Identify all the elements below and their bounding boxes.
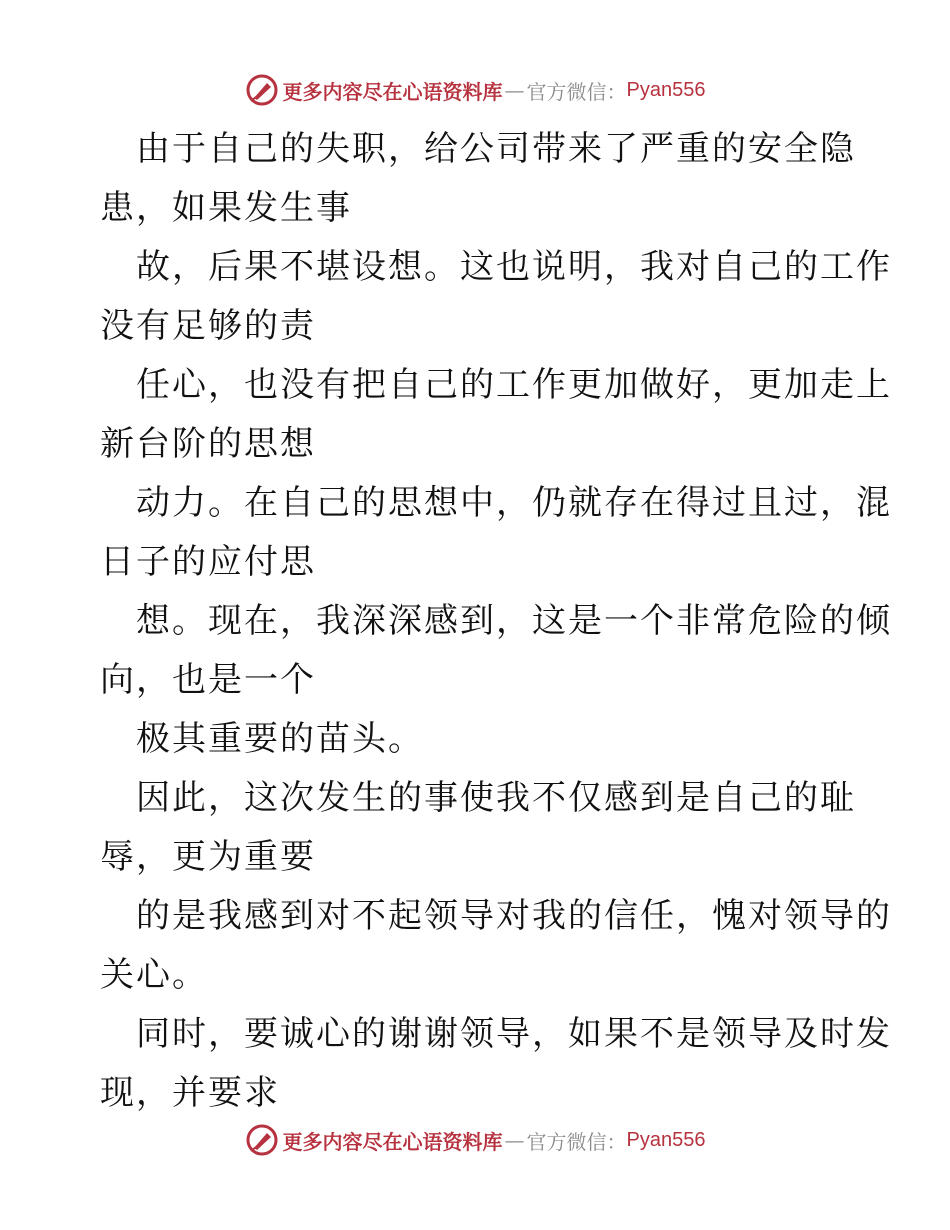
body-line: 新台阶的思想 xyxy=(100,424,316,464)
pen-nib-logo-icon xyxy=(245,73,279,107)
body-line: 日子的应付思 xyxy=(100,542,316,582)
banner-dash: — xyxy=(504,78,525,102)
body-line: 向，也是一个 xyxy=(100,660,316,700)
body-line: 同时，要诚心的谢谢领导，如果不是领导及时发 xyxy=(136,1014,892,1054)
body-line: 辱，更为重要 xyxy=(100,837,316,877)
body-line: 的是我感到对不起领导对我的信任，愧对领导的 xyxy=(136,896,892,936)
body-line: 没有足够的责 xyxy=(100,306,316,346)
body-line: 现，并要求 xyxy=(100,1073,280,1113)
banner-dash: — xyxy=(504,1128,525,1152)
banner-wechat-label: 官方微信： xyxy=(526,79,627,104)
body-line: 想。现在，我深深感到，这是一个非常危险的倾 xyxy=(136,601,892,641)
banner-wechat-id: Pyan556 xyxy=(626,78,706,101)
banner-brand-text: 更多内容尽在心语资料库 xyxy=(282,1129,503,1154)
body-line: 患，如果发生事 xyxy=(100,188,352,228)
banner-brand-text: 更多内容尽在心语资料库 xyxy=(282,79,503,104)
body-line: 关心。 xyxy=(100,955,208,995)
body-line: 任心，也没有把自己的工作更加做好，更加走上 xyxy=(136,365,892,405)
footer-banner xyxy=(0,1120,950,1160)
body-line: 故，后果不堪设想。这也说明，我对自己的工作 xyxy=(136,247,892,287)
body-line: 极其重要的苗头。 xyxy=(136,719,424,759)
pen-nib-logo-icon xyxy=(245,1123,279,1157)
body-line: 动力。在自己的思想中，仍就存在得过且过，混 xyxy=(136,483,892,523)
body-line: 因此，这次发生的事使我不仅感到是自己的耻 xyxy=(136,778,856,818)
header-banner xyxy=(0,70,950,110)
banner-wechat-id: Pyan556 xyxy=(626,1128,706,1151)
document-body xyxy=(100,120,892,1123)
body-line: 由于自己的失职，给公司带来了严重的安全隐 xyxy=(136,129,856,169)
banner-wechat-label: 官方微信： xyxy=(526,1129,627,1154)
